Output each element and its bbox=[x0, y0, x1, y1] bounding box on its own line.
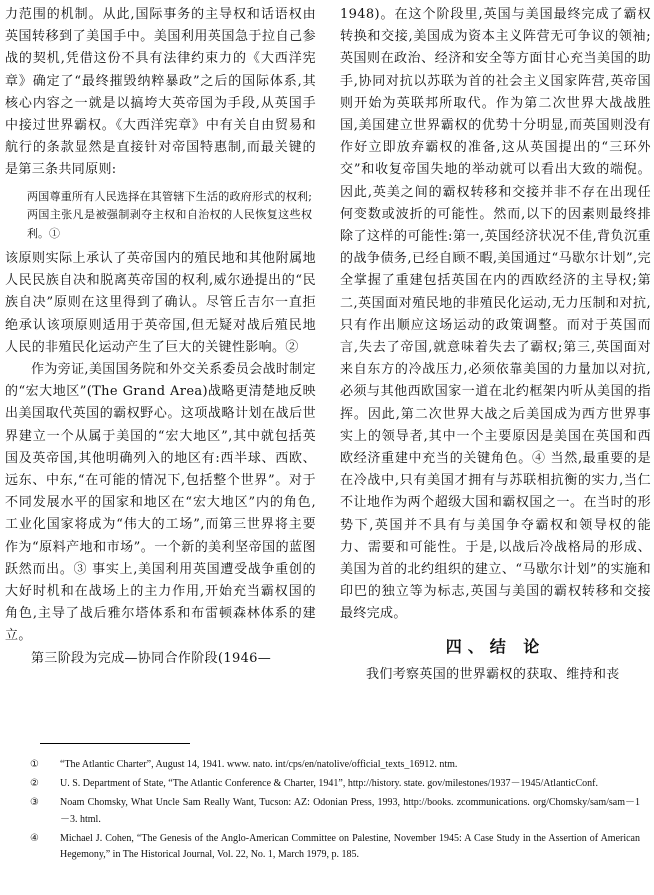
paragraph-conclusion-start: 我们考察英国的世界霸权的获取、维持和丧 bbox=[366, 666, 620, 682]
footnotes bbox=[30, 757, 640, 866]
footnote-divider bbox=[40, 743, 190, 744]
footnote-number: ② bbox=[30, 778, 39, 789]
footnote-3 bbox=[30, 795, 640, 828]
left-column bbox=[5, 4, 316, 670]
footnote-text: U. S. Department of State, “The Atlantic Conference & Charter, 1941”, http://history. state. gov/milestones/1937－1945/AtlanticConf. bbox=[60, 778, 599, 789]
footnote-2 bbox=[30, 776, 640, 793]
footnote-number: ④ bbox=[30, 832, 39, 844]
section-heading-conclusion: 四、结 论 bbox=[445, 636, 546, 656]
footnote-4 bbox=[30, 831, 640, 864]
paragraph-third-stage-start: 第三阶段为完成—协同合作阶段(1946— bbox=[31, 650, 272, 666]
right-column bbox=[340, 4, 651, 686]
footnote-number: ① bbox=[30, 759, 39, 770]
paragraph-self-determination: 该原则实际上承认了英帝国内的殖民地和其他附属地人民民族自决和脱离英帝国的权利,威尔逊提出的“民族自决”原则在这里得到了确认。尽管丘吉尔一直拒绝承认该项原则适用于英帝国,但无疑对战后殖民地人民的非殖民化运动产生了巨大的关键性影响。② bbox=[5, 251, 316, 355]
paragraph-grand-area: 作为旁证,美国国务院和外交关系委员会战时制定的“宏大地区”(The Grand Area)战略更清楚地反映出美国取代英国的霸权野心。这项战略计划在战后世界建立一个从属于美国的“宏大地区”,其中就包括英国及英帝国,其他明确列入的地区有:西半球、西欧、远东、中东,“在可能的情况下,包括整个世界”。对于不同发展水平的国家和地区在“宏大地区”内的角色,工业化国家将成为“伟大的工场”,而第三世界将主要作为“原料产地和市场”。一个新的美利坚帝国的蓝图跃然而出。③ 事实上,美国利用英国遭受战争重创的大好时机和在战场上的主力作用,开始充当霸权国的角色,主导了战后雅尔塔体系和布雷顿森林体系的建立。 bbox=[5, 362, 316, 644]
paragraph-hegemony-transfer: 1948)。在这个阶段里,英国与美国最终完成了霸权转换和交接,美国成为资本主义阵营无可争议的领袖;英国则在政治、经济和安全等方面甘心充当美国的助手,协同对抗以苏联为首的社会主义国家阵营,英帝国则开始为英联邦所取代。作为第二次世界大战战胜国,美国建立世界霸权的优势十分明显,而英国则没有作好立即放弃霸权的准备,这从英国提出的“三环外交”和收复帝国失地的举动就可以看出大致的端倪。因此,英美之间的霸权转移和交接并非不存在出现任何变数或波折的可能性。然而,以下的因素则最终排除了这样的可能性:第一,英国经济状况不佳,背负沉重的战争债务,已经自顾不暇,美国通过“马歇尔计划”,完全掌握了重建包括英国在内的西欧经济的主导权;第二,英国面对殖民地的非殖民化运动,无力压制和对抗,只有作出顺应这场运动的政策调整。而对于英国而言,失去了帝国,就意味着失去了霸权;第三,英国面对来自东方的冷战压力,必须依靠美国的力量加以对抗,必须与其他西欧国家一道在北约框架内听从美国的指挥。因此,第二次世界大战之后美国成为西方世界事实上的领导者,其中一个主要原因是美国在英国和西欧经济重建中充当的关键角色。④ 当然,最重要的是在冷战中,只有美国才拥有与苏联相抗衡的实力,当仁不让地作为两个超级大国和霸权国之一。在当时的形势下,英国并不具有与美国争夺霸权和领导权的能力、需要和可能性。于是,以战后冷战格局的形成、美国为首的北约组织的建立、“马歇尔计划”的实施和印巴的独立等为标志,英国与美国的霸权转移和交接最终完成。 bbox=[340, 7, 651, 622]
block-quote-third-principle: 两国尊重所有人民选择在其管辖下生活的政府形式的权利;两国主张凡是被强制剥夺主权和自治权的人民恢复这些权利。① bbox=[27, 189, 312, 241]
footnote-text: Noam Chomsky, What Uncle Sam Really Want, Tucson: AZ: Odonian Press, 1993, http://books. zcommunications. org/Chomsky/sam/sam－1－3. html. bbox=[60, 797, 640, 825]
footnote-text: Michael J. Cohen, “The Genesis of the Anglo-American Committee on Palestine, November 1945: A Case Study in the Assertion of American Hegemony,” in The Historical Journal, Vol. 22, No. 1, March 1979, p. 185. bbox=[60, 832, 640, 860]
footnote-text: “The Atlantic Charter”, August 14, 1941. www. nato. int/cps/en/natolive/official_texts_16912. ntm. bbox=[60, 759, 458, 770]
paragraph-atlantic-charter: 力范围的机制。从此,国际事务的主导权和话语权由英国转移到了美国手中。美国利用英国急于拉自己参战的契机,凭借这份不具有法律约束力的《大西洋宪章》确定了“最终摧毁纳粹暴政”之后的国际体系,其核心内容之一就是以搞垮大英帝国为手段,从英国手中接过世界霸权。《大西洋宪章》中有关自由贸易和航行的条款显然是直接针对帝国特惠制,而最关键的是第三条共同原则: bbox=[5, 7, 316, 178]
footnote-number: ③ bbox=[30, 797, 39, 808]
footnote-1 bbox=[30, 757, 640, 774]
